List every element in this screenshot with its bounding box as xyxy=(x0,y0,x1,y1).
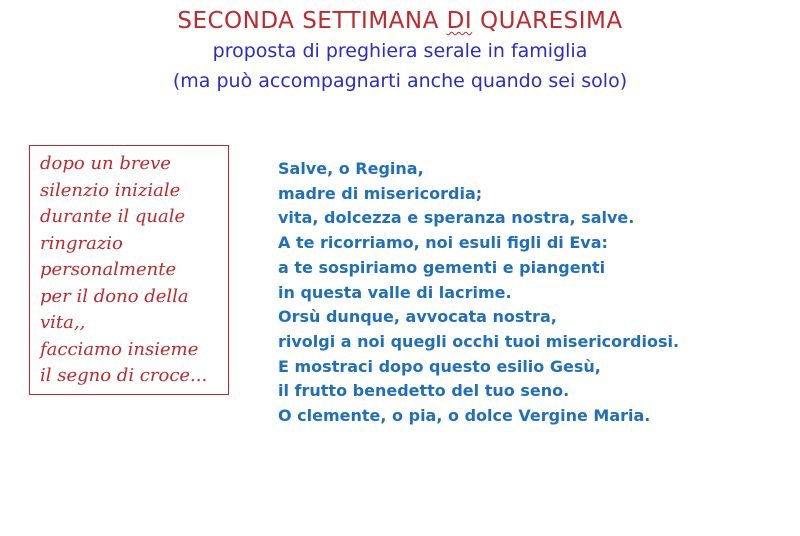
prayer-line: rivolgi a noi quegli occhi tuoi misericordiosi. xyxy=(278,331,680,351)
note-line: ringrazio xyxy=(40,232,123,254)
prayer-line: E mostraci dopo questo esilio Gesù, xyxy=(278,356,601,376)
title-part-1: SECONDA SETTIMANA xyxy=(177,8,447,34)
prayer-line: Salve, o Regina, xyxy=(278,159,424,178)
title-part-2: DI xyxy=(446,8,473,34)
note-line: facciamo insieme xyxy=(40,338,199,360)
subtitle-line-1: proposta di preghiera serale in famiglia xyxy=(212,40,588,62)
note-line: personalmente xyxy=(40,259,177,280)
prayer-line: A te ricorriamo, noi esuli figli di Eva: xyxy=(278,233,608,253)
instruction-note-box xyxy=(29,145,229,395)
prayer-line: a te sospiriamo gementi e piangenti xyxy=(278,257,606,277)
note-line: vita,, xyxy=(40,312,86,333)
prayer-line: O clemente, o pia, o dolce Vergine Maria. xyxy=(278,406,651,426)
page-title xyxy=(0,6,800,36)
prayer-line: madre di misericordia; xyxy=(278,183,483,203)
note-line: silenzio iniziale xyxy=(40,179,181,201)
page-header xyxy=(0,6,800,96)
note-line: per il dono della xyxy=(40,285,189,307)
note-line: il segno di croce... xyxy=(40,365,208,386)
prayer-text xyxy=(278,157,679,429)
prayer-line: vita, dolcezza e speranza nostra, salve. xyxy=(278,208,635,228)
note-line: dopo un breve xyxy=(40,153,171,174)
prayer-line: Orsù dunque, avvocata nostra, xyxy=(278,307,557,327)
title-part-3: QUARESIMA xyxy=(472,8,623,34)
note-line: durante il quale xyxy=(40,206,186,227)
subtitle-line-2: (ma può accompagnarti anche quando sei solo) xyxy=(172,70,628,92)
prayer-line: in questa valle di lacrime. xyxy=(278,282,512,302)
prayer-line: il frutto benedetto del tuo seno. xyxy=(278,381,570,401)
